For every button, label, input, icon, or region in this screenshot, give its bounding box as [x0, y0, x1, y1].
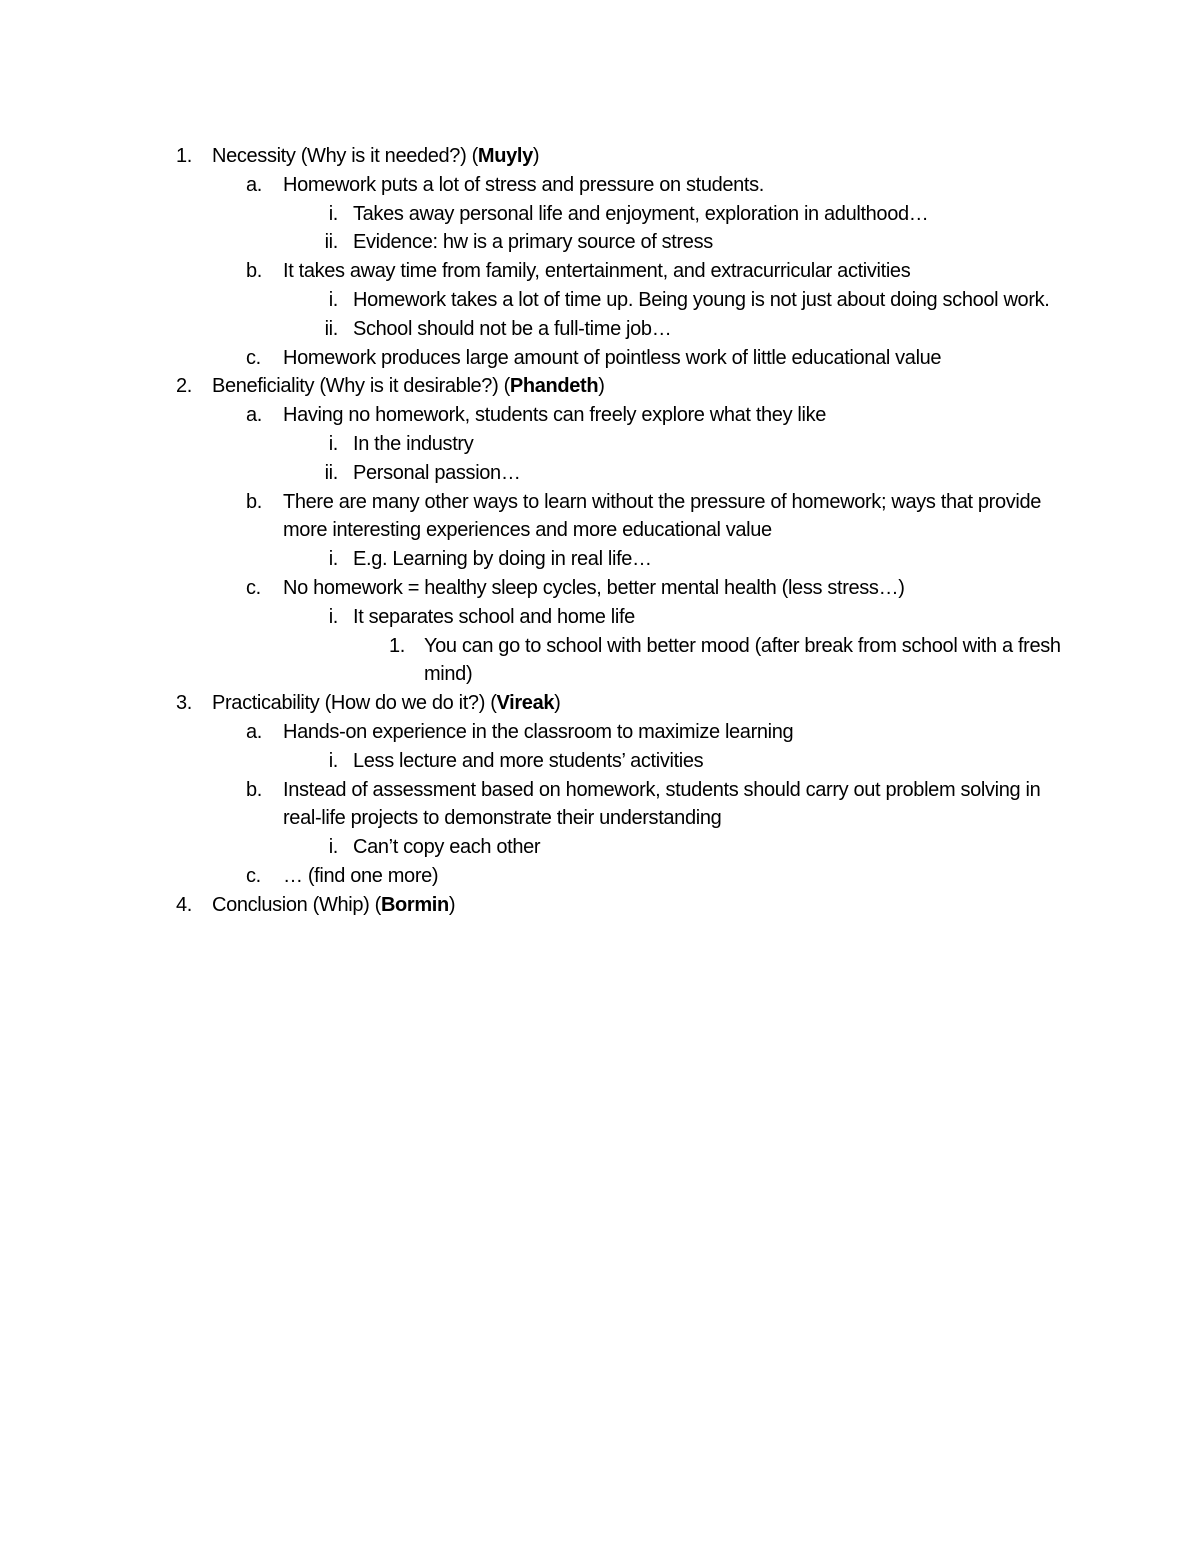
subitem-text: Personal passion…: [353, 461, 521, 484]
item-text: … (find one more): [283, 864, 439, 887]
section-title-close: ): [448, 893, 456, 916]
subitem-text: Takes away personal life and enjoyment, exploration in adulthood…: [353, 202, 929, 225]
subsubitem-text: You can go to school with better mood (after break from school with a fresh mind): [424, 634, 1061, 686]
section-title: Beneficiality (Why is it desirable?) (: [212, 375, 510, 398]
section-title-close: ): [598, 375, 605, 398]
section-heading: [212, 142, 1062, 171]
outline-list: [0, 142, 1200, 920]
item-text: Homework produces large amount of pointless work of little educational value: [283, 346, 942, 369]
subitem-marker: i.: [328, 432, 338, 455]
outline-subitem: [0, 459, 1200, 488]
subitem-marker: i.: [328, 202, 338, 225]
section-author: Bormin: [380, 893, 449, 916]
outline-subitem: [0, 747, 1200, 776]
outline-subitem: [0, 228, 1200, 257]
outline-item: [0, 257, 1200, 286]
subitem-marker: i.: [328, 605, 338, 628]
subitem-text: Homework takes a lot of time up. Being young is not just about doing school work.: [353, 288, 1050, 311]
section-title-close: ): [554, 692, 561, 715]
outline-item: [0, 862, 1200, 891]
subitem-marker: i.: [328, 749, 338, 772]
outline-subsubitem: [0, 632, 1200, 690]
section-title: Conclusion (Whip) (: [212, 893, 381, 916]
outline-item: [0, 718, 1200, 747]
outline-subitem: [0, 200, 1200, 229]
item-marker: a.: [246, 404, 262, 427]
item-text: No homework = healthy sleep cycles, better mental health (less stress…): [283, 576, 905, 599]
outline-item: [0, 488, 1200, 546]
subitem-marker: ii.: [324, 231, 338, 254]
subitem-marker: ii.: [324, 461, 338, 484]
section-heading: [212, 689, 1062, 718]
section-heading: [212, 372, 1062, 401]
outline-item: [0, 401, 1200, 430]
outline-subitem: [0, 315, 1200, 344]
subitem-marker: i.: [328, 836, 338, 859]
section-title: Practicability (How do we do it?) (: [212, 692, 497, 715]
section-number: 4.: [176, 893, 192, 916]
subitem-text: Evidence: hw is a primary source of stress: [353, 231, 713, 254]
item-marker: c.: [246, 346, 261, 369]
subitem-text: Less lecture and more students’ activities: [353, 749, 704, 772]
outline-section-conclusion: [0, 891, 1200, 920]
subitem-marker: i.: [328, 288, 338, 311]
item-marker: a.: [246, 173, 262, 196]
subitem-text: It separates school and home life: [353, 605, 635, 628]
subitem-text: Can’t copy each other: [353, 836, 541, 859]
section-author: Phandeth: [509, 375, 599, 398]
item-text: Homework puts a lot of stress and pressure on students.: [283, 173, 764, 196]
item-text: It takes away time from family, entertainment, and extracurricular activities: [283, 260, 911, 283]
subitem-marker: i.: [328, 548, 338, 571]
outline-subitem: [0, 286, 1200, 315]
item-marker: c.: [246, 864, 261, 887]
item-marker: b.: [246, 778, 262, 801]
outline-item: [0, 776, 1200, 834]
section-title-close: ): [532, 145, 540, 167]
item-marker: b.: [246, 260, 262, 283]
section-heading: [212, 891, 1062, 920]
item-text: There are many other ways to learn without the pressure of homework; ways that provide more interesting experiences and more educational value: [283, 490, 1042, 542]
section-number: 2.: [176, 375, 192, 398]
outline-item: [0, 574, 1200, 603]
item-marker: c.: [246, 576, 261, 599]
outline-subitem: [0, 545, 1200, 574]
outline-subitem: [0, 430, 1200, 459]
section-title: Necessity (Why is it needed?) (: [212, 145, 478, 167]
subitem-text: School should not be a full-time job…: [353, 317, 672, 340]
outline-section-beneficiality: [0, 372, 1200, 401]
section-number: 3.: [176, 692, 192, 715]
item-marker: b.: [246, 490, 262, 513]
section-author: Muyly: [477, 145, 533, 167]
item-text: Hands-on experience in the classroom to maximize learning: [283, 720, 794, 743]
outline-section-practicability: [0, 689, 1200, 718]
subitem-marker: ii.: [324, 317, 338, 340]
subitem-text: In the industry: [353, 432, 474, 455]
item-marker: a.: [246, 720, 262, 743]
outline-section-necessity: [0, 142, 1200, 171]
outline-item: [0, 171, 1200, 200]
outline-item: [0, 344, 1200, 373]
item-text: Having no homework, students can freely explore what they like: [283, 404, 827, 427]
section-number: 1.: [176, 145, 192, 167]
subsubitem-marker: 1.: [389, 634, 405, 657]
item-text: Instead of assessment based on homework, students should carry out problem solving in real-life projects to demonstrate their understanding: [283, 778, 1041, 830]
outline-subitem: [0, 603, 1200, 632]
outline-subitem: [0, 833, 1200, 862]
subitem-text: E.g. Learning by doing in real life…: [353, 548, 652, 571]
section-author: Vireak: [496, 692, 555, 715]
